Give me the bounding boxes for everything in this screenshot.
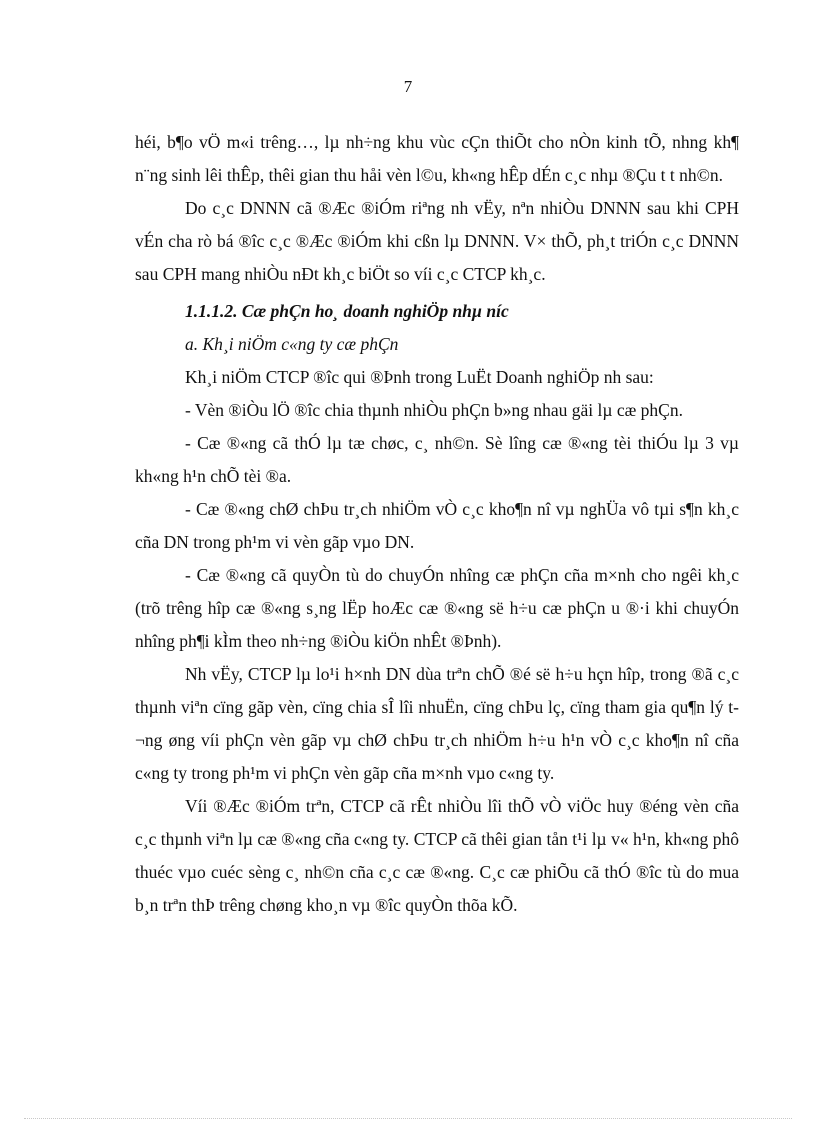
paragraph-3: Kh¸i niÖm CTCP ®îc qui ®Þnh trong LuËt Doanh nghiÖp nh sau: bbox=[185, 367, 654, 387]
page-bottom-divider bbox=[24, 1118, 792, 1119]
page-body bbox=[135, 126, 739, 922]
dash-item-3: - Cæ ®«ng chØ chÞu tr¸ch nhiÖm vÒ c¸c kho¶n nî vµ nghÜa vô tµi s¶n kh¸c cña DN trong ph¹m vi vèn gãp vµo DN. bbox=[135, 499, 739, 552]
paragraph-4: Nh vËy, CTCP lµ lo¹i h×nh DN dùa trªn chÕ ®é së h÷u hçn hîp, trong ®ã c¸c thµnh viªn cïng gãp vèn, cïng chia sÎ lîi nhuËn, cïng chÞu lç, cïng tham gia qu¶n lý t¬ng øng víi phÇn vèn gãp vµ chØ chÞu tr¸ch nhiÖm h÷u h¹n vÒ c¸c kho¶n nî cña c«ng ty trong ph¹m vi phÇn vèn gãp cña m×nh vµo c«ng ty. bbox=[135, 664, 739, 783]
dash-item-2: - Cæ ®«ng cã thÓ lµ tæ chøc, c¸ nh©n. Sè lîng cæ ®«ng tèi thiÓu lµ 3 vµ kh«ng h¹n chÕ tèi ®a. bbox=[135, 433, 739, 486]
paragraph-5: Víi ®Æc ®iÓm trªn, CTCP cã rÊt nhiÒu lîi thÕ vÒ viÖc huy ®éng vèn cña c¸c thµnh viªn lµ cæ ®«ng cña c«ng ty. CTCP cã thêi gian tån t¹i lµ v« h¹n, kh«ng phô thuéc vµo cuéc sèng c¸ nh©n cña c¸c cæ ®«ng. C¸c cæ phiÕu cã thÓ ®îc tù do mua b¸n trªn thÞ trêng chøng kho¸n vµ ®îc quyÒn thõa kÕ. bbox=[135, 796, 739, 915]
paragraph-2: Do c¸c DNNN cã ®Æc ®iÓm riªng nh vËy, nªn nhiÒu DNNN sau khi CPH vÉn cha rò bá ®îc c¸c ®Æc ®iÓm khi cßn lµ DNNN. V× thÕ, ph¸t triÓn c¸c DNNN sau CPH mang nhiÒu nÐt kh¸c biÖt so víi c¸c CTCP kh¸c. bbox=[135, 198, 739, 284]
page-number: 7 bbox=[403, 77, 413, 96]
dash-item-4: - Cæ ®«ng cã quyÒn tù do chuyÓn nhîng cæ phÇn cña m×nh cho ngêi kh¸c (trõ trêng hîp cæ ®«ng s¸ng lËp hoÆc cæ ®«ng së h÷u cæ phÇn u ®·i khi chuyÓn nhîng ph¶i kÌm theo nh÷ng ®iÒu kiÖn nhÊt ®Þnh). bbox=[135, 565, 739, 651]
section-heading: 1.1.1.2. Cæ phÇn ho¸ doanh nghiÖp nhµ níc bbox=[185, 301, 509, 321]
subsection-heading: a. Kh¸i niÖm c«ng ty cæ phÇn bbox=[185, 334, 399, 354]
dash-item-1: - Vèn ®iÒu lÖ ®îc chia thµnh nhiÒu phÇn b»ng nhau gäi lµ cæ phÇn. bbox=[185, 400, 683, 420]
paragraph-1: héi, b¶o vÖ m«i trêng…, lµ nh÷ng khu vùc cÇn thiÕt cho nÒn kinh tÕ, nhng kh¶ n¨ng sinh lêi thÊp, thêi gian thu håi vèn l©u, kh«ng hÊp dÉn c¸c nhµ ®Çu t t nh©n. bbox=[135, 132, 739, 185]
